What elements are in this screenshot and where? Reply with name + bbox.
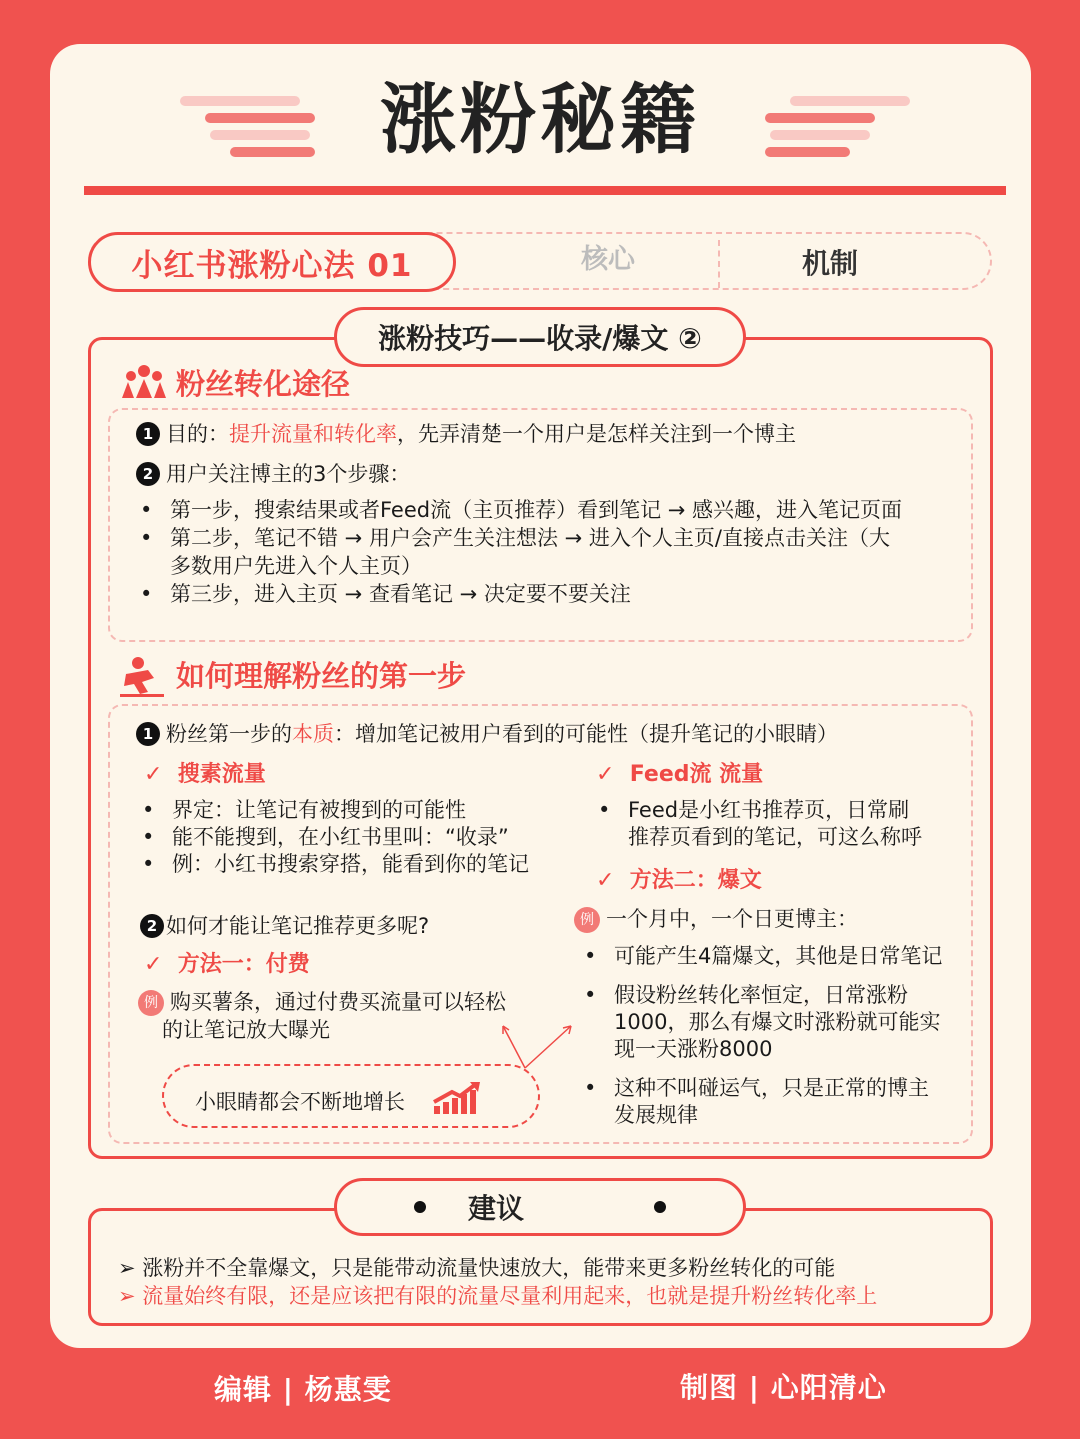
check-icon: ✓ bbox=[596, 762, 615, 787]
advice-line-2 bbox=[118, 1282, 877, 1310]
number-badge-3: 1 bbox=[136, 722, 160, 746]
item2-text: 用户关注博主的3个步骤： bbox=[166, 462, 411, 486]
check-icon: ✓ bbox=[596, 868, 615, 893]
person-icon bbox=[118, 656, 166, 698]
search-bullet-2: • 能不能搜到，在小红书里叫：“收录” bbox=[172, 823, 509, 851]
advice-pill bbox=[334, 1178, 746, 1236]
step-2: • 第二步，笔记不错 → 用户会产生关注想法 → 进入个人主页/直接点击关注（大 bbox=[170, 524, 890, 552]
method1-title bbox=[144, 950, 310, 980]
step-2-cont: 多数用户先进入个人主页） bbox=[170, 554, 422, 578]
arrows-icon bbox=[495, 1020, 575, 1072]
advice-line-1-text: 涨粉并不全靠爆文，只是能带动流量快速放大，能带来更多粉丝转化的可能 bbox=[142, 1256, 836, 1280]
section2-item1 bbox=[136, 720, 838, 748]
tab-main[interactable]: 小红书涨粉心法 01 bbox=[88, 232, 456, 292]
tab-core[interactable]: 核心 bbox=[581, 244, 635, 275]
search-traffic-title bbox=[144, 760, 266, 790]
number-badge-1: 1 bbox=[136, 422, 160, 446]
item1-suffix: ，先弄清楚一个用户是怎样关注到一个博主 bbox=[397, 422, 796, 446]
method2-bullet-2: • 假设粉丝转化率恒定，日常涨粉 bbox=[614, 981, 908, 1009]
section2-item2 bbox=[140, 912, 429, 940]
search-bullet-1: • 界定：让笔记有被搜到的可能性 bbox=[172, 796, 466, 824]
method2-title-text: 方法二：爆文 bbox=[629, 868, 762, 893]
s2-item2-text: 如何才能让笔记推荐更多呢? bbox=[166, 914, 430, 938]
section2-title: 如何理解粉丝的第一步 bbox=[176, 659, 467, 693]
tab-mechanism[interactable]: 机制 bbox=[801, 247, 858, 280]
growth-chart-icon bbox=[430, 1080, 484, 1116]
footer-editor: 编辑 | 杨惠雯 bbox=[214, 1373, 392, 1406]
method1-title-text: 方法一：付费 bbox=[177, 952, 310, 977]
section1-item1 bbox=[136, 420, 796, 448]
growth-note: 小眼睛都会不断地增长 bbox=[195, 1090, 405, 1114]
step-1: • 第一步，搜索结果或者Feed流（主页推荐）看到笔记 → 感兴趣，进入笔记页面 bbox=[170, 496, 902, 524]
step-3: • 第三步，进入主页 → 查看笔记 → 决定要不要关注 bbox=[170, 580, 631, 608]
feed-traffic-title bbox=[596, 760, 763, 790]
method2-bullet-2-cont2: 现一天涨粉8000 bbox=[614, 1037, 773, 1061]
method2-bullet-1: • 可能产生4篇爆文，其他是日常笔记 bbox=[614, 942, 942, 970]
number-badge-2: 2 bbox=[136, 462, 160, 486]
section1-item2 bbox=[136, 460, 410, 488]
example-badge: 例 bbox=[138, 990, 164, 1016]
page-title: 涨粉秘籍 bbox=[380, 75, 700, 164]
search-bullet-3: • 例：小红书搜索穿搭，能看到你的笔记 bbox=[172, 850, 529, 878]
footer-designer: 制图 | 心阳清心 bbox=[680, 1371, 887, 1404]
method2-title bbox=[596, 866, 762, 896]
feed-bullet-1-cont: 推荐页看到的笔记，可这么称呼 bbox=[628, 825, 922, 849]
example-badge: 例 bbox=[574, 907, 600, 933]
feed-title-text: Feed流 流量 bbox=[629, 762, 764, 787]
method1-line1-text: 购买薯条，通过付费买流量可以轻松 bbox=[170, 990, 506, 1014]
advice-title: 建议 bbox=[467, 1192, 524, 1225]
check-icon: ✓ bbox=[144, 762, 163, 787]
method2-bullet-3: • 这种不叫碰运气，只是正常的博主 bbox=[614, 1074, 929, 1102]
item1-prefix: 目的： bbox=[166, 422, 229, 446]
section1-title: 粉丝转化途径 bbox=[176, 367, 351, 401]
method2-bullet-3-cont: 发展规律 bbox=[614, 1103, 698, 1127]
feed-bullet-1: • Feed是小红书推荐页，日常刷 bbox=[628, 796, 909, 824]
search-title-text: 搜素流量 bbox=[177, 762, 266, 787]
title-underline bbox=[84, 186, 1006, 195]
tab-divider bbox=[718, 240, 720, 288]
advice-line-1 bbox=[118, 1254, 835, 1282]
dot-icon bbox=[654, 1201, 666, 1213]
crowd-icon bbox=[118, 362, 170, 400]
check-icon: ✓ bbox=[144, 952, 163, 977]
item1-highlight: 提升流量和转化率 bbox=[229, 422, 397, 446]
method2-intro bbox=[574, 905, 858, 933]
arrow-icon: ➢ bbox=[118, 1256, 136, 1280]
advice-line-2-text: 流量始终有限，还是应该把有限的流量尽量利用起来，也就是提升粉丝转化率上 bbox=[142, 1284, 878, 1308]
s2-item1-highlight: 本质 bbox=[292, 722, 334, 746]
dot-icon bbox=[414, 1201, 426, 1213]
method1-line2: 的让笔记放大曝光 bbox=[162, 1018, 330, 1042]
method2-intro-text: 一个月中，一个日更博主： bbox=[606, 907, 858, 931]
s2-item1-suffix: ：增加笔记被用户看到的可能性（提升笔记的小眼睛） bbox=[334, 722, 838, 746]
section-pill: 涨粉技巧——收录/爆文 ② bbox=[334, 307, 746, 367]
number-badge-4: 2 bbox=[140, 914, 164, 938]
method1-line1 bbox=[138, 988, 506, 1016]
arrow-icon: ➢ bbox=[118, 1284, 136, 1308]
method2-bullet-2-cont1: 1000，那么有爆文时涨粉就可能实 bbox=[614, 1010, 941, 1034]
s2-item1-prefix: 粉丝第一步的 bbox=[166, 722, 292, 746]
